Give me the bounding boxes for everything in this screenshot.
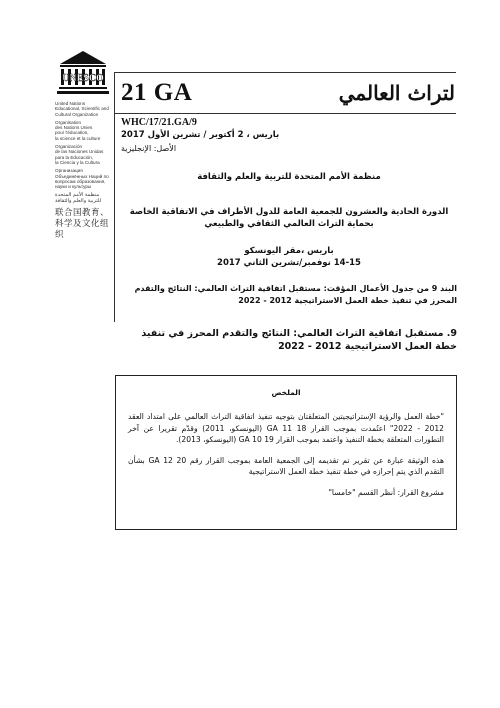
session-place bbox=[120, 245, 458, 269]
reference-block bbox=[121, 117, 281, 155]
svg-text:UNESCO: UNESCO bbox=[62, 73, 104, 84]
session-title: الدورة الحادية والعشرون للجمعية العامة للدول الأطراف في الاتفاقية الخاصة بحماية التراث العالمي الثقافي والطبيعي bbox=[129, 207, 449, 229]
org-name-fr: Organisation des Nations Unies pour l'éducation, la science et la culture bbox=[55, 119, 101, 141]
organization-heading: منظمة الأمم المتحدة للتربية والعلم والثقافة bbox=[197, 172, 381, 182]
org-name-zh: 联合国教育、 科学及文化组织 bbox=[55, 207, 110, 240]
summary-paragraph-2: هذه الوثيقة عبارة عن تقرير تم تقديمه إلى الجمعية العامة بموجب القرار رقم 20 GA 12 بشأن التقدم الذي يتم إحرازه في خطة تنفيذ خطة العمل الاستراتيجية bbox=[128, 455, 444, 476]
organization-names bbox=[55, 101, 113, 243]
org-name-es: Organización de las Naciones Unidas para la Educación, la Ciencia y la Cultura bbox=[55, 144, 104, 165]
summary-draft-decision: مشروع القرار: أنظر القسم "خامسا" bbox=[328, 487, 444, 497]
session-city: باريس ،مقر اليونسكو bbox=[244, 246, 334, 256]
document-title: لتراث العالمي bbox=[338, 81, 455, 105]
summary-title: الملخص bbox=[271, 388, 301, 397]
original-language: الأصل: الإنجليزية bbox=[121, 144, 177, 153]
header-vertical-rule bbox=[114, 72, 115, 322]
header-top-rule bbox=[114, 72, 456, 73]
org-name-ru: Организация Объединённых Наций по вопросам образования, науки и культуры bbox=[55, 168, 109, 190]
unesco-logo bbox=[57, 50, 109, 96]
document-date: باريس ، 2 أكتوبر / تشرين الأول 2017 bbox=[121, 130, 280, 140]
org-name-en: United Nations Educational, Scientific and Cultural Organization bbox=[55, 101, 109, 117]
org-name-ar: منظمة الأمم المتحدة للتربية والعلم والثقافة bbox=[55, 192, 102, 205]
section-heading: 9. مستقبل اتفاقية التراث العالمي: النتائج والتقدم المحرز في تنفيذ خطة العمل الاستراتيجية 2012 - 2022 bbox=[141, 328, 457, 352]
agenda-item: البند 9 من جدول الأعمال المؤقت: مستقبل اتفاقية التراث العالمي: النتائج والتقدم المحرز في تنفيذ خطة العمل الاستراتيجية 2012 - 2022 bbox=[134, 284, 457, 305]
summary-paragraph-1: "خطة العمل والرؤية الإستراتيجيتين المتعلقتان بتوجيه تنفيذ اتفاقية التراث العالمي على امتداد العقد 2012 - 2022" اعتُمدت بموجب القرار 18 GA 11 (اليونسكو، 2011) وقدّم تقريرا عن آخر التطورات المتعلقة بخطة التنفيذ واعتمد بموجب القرار 19 GA 10 (اليونسكو، 2013). bbox=[128, 412, 444, 444]
header-bottom-rule bbox=[114, 113, 456, 114]
document-reference: WHC/17/21.GA/9 bbox=[121, 117, 197, 128]
document-code: 21 GA bbox=[121, 79, 193, 106]
summary-box bbox=[115, 375, 457, 530]
session-dates: 14-15 نوفمبر/تشرين الثاني 2017 bbox=[217, 258, 361, 268]
